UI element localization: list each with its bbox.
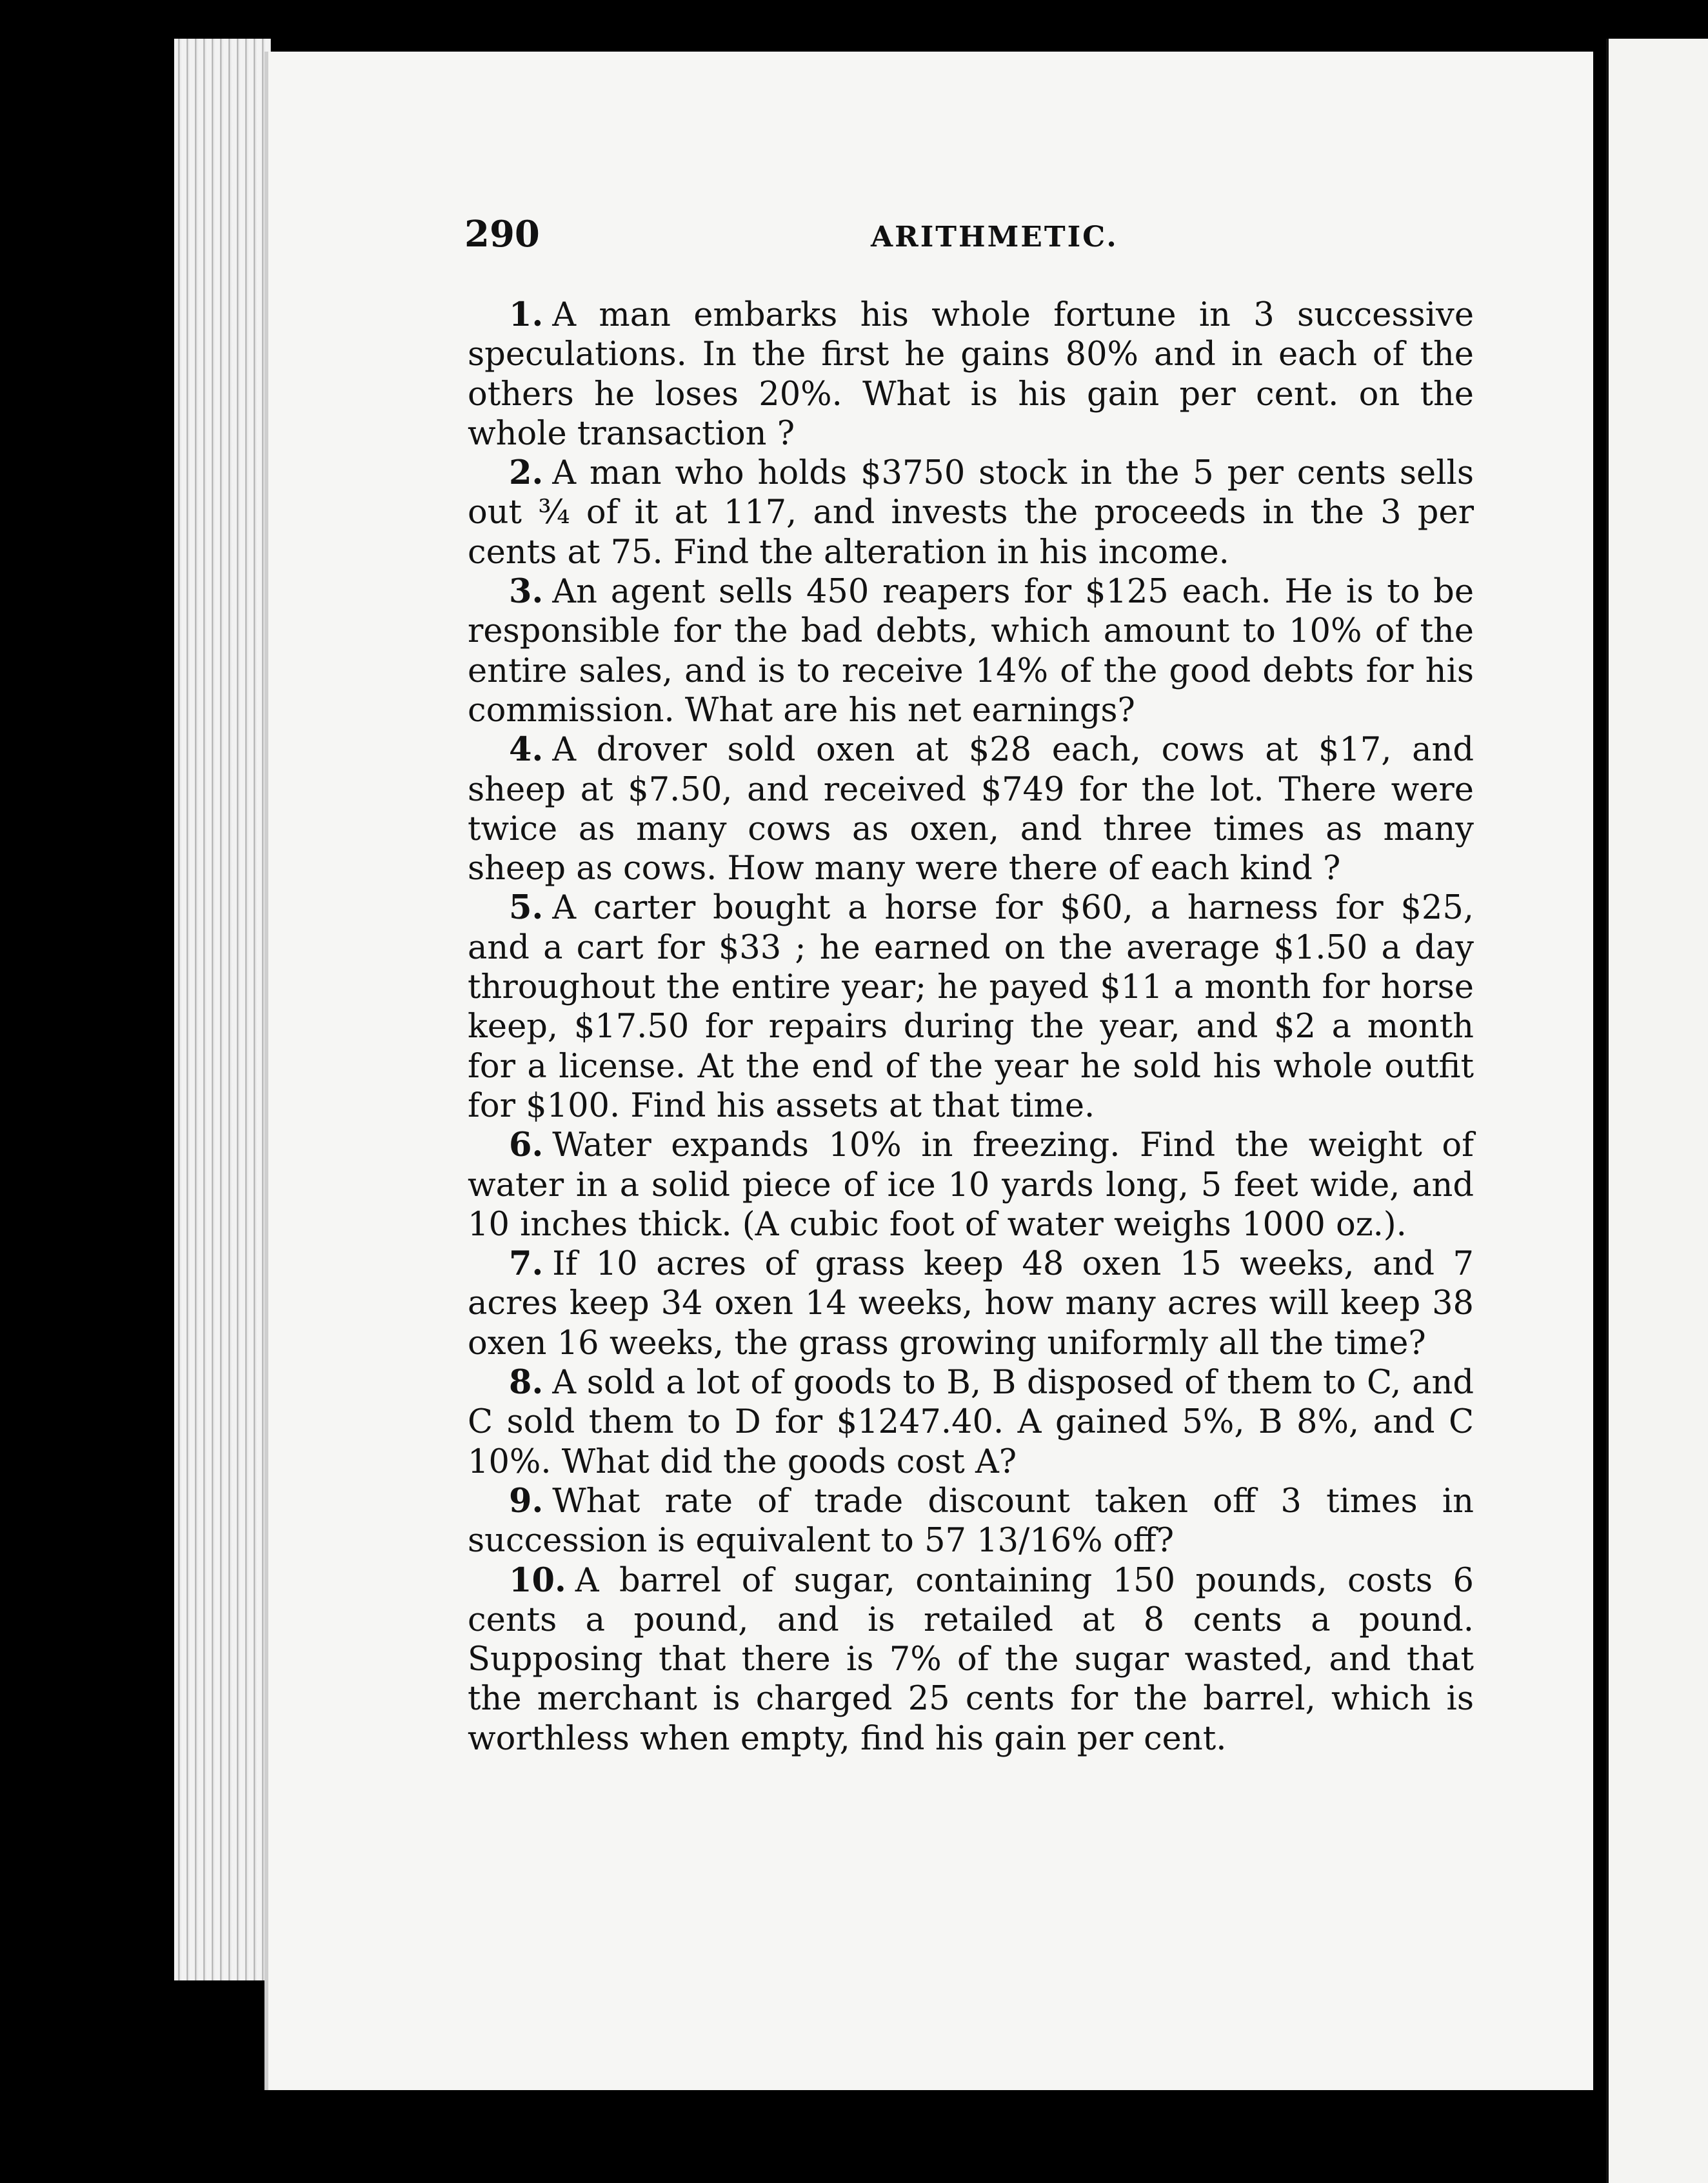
page-header	[464, 213, 1477, 258]
problem-number: 9.	[509, 1481, 544, 1520]
problem-text: If 10 acres of grass keep 48 oxen 15 weeks, and 7 acres keep 34 oxen 14 weeks, how many acres will keep 38 oxen 16 weeks, the grass growing uniformly all the time?	[468, 1245, 1474, 1362]
problem-text: Water expands 10% in freezing. Find the weight of water in a solid piece of ice 10 yards long, 5 feet wide, and 10 inches thick. (A cubic foot of water weighs 1000 oz.).	[468, 1126, 1474, 1244]
problem-number: 6.	[509, 1126, 544, 1165]
problem-item	[468, 888, 1474, 1126]
problem-text: What rate of trade discount taken off 3 times in succession is equivalent to 57 13/16% off?	[468, 1482, 1474, 1560]
book-page-edges	[174, 39, 271, 1980]
problem-item	[468, 1363, 1474, 1482]
page-number: 290	[464, 213, 540, 255]
problem-item	[468, 1244, 1474, 1363]
problem-text: A barrel of sugar, containing 150 pounds, costs 6 cents a pound, and is retailed at 8 cents a pound. Supposing that there is 7% of the sugar wasted, and that the merchant is charged 25 cents for the barrel, which is worthless when empty, find his gain per cent.	[468, 1561, 1474, 1758]
problem-number: 5.	[509, 888, 544, 928]
problem-number: 1.	[509, 295, 544, 334]
problem-item	[468, 1126, 1474, 1244]
problem-number: 8.	[509, 1363, 544, 1402]
problem-number: 3.	[509, 572, 544, 612]
problem-text: A drover sold oxen at $28 each, cows at $17, and sheep at $7.50, and received $749 for the lot. There were twice as many cows as oxen, and three times as many sheep as cows. How many were there of each kind ?	[468, 731, 1474, 888]
problem-number: 7.	[509, 1244, 544, 1284]
problem-number: 4.	[509, 730, 544, 770]
problem-text: A man who holds $3750 stock in the 5 per cents sells out ¾ of it at 117, and invests the proceeds in the 3 per cents at 75. Find the alteration in his income.	[468, 454, 1474, 572]
problem-number: 10.	[509, 1560, 566, 1600]
problem-text: A carter bought a horse for $60, a harness for $25, and a cart for $33 ; he earned on the average $1.50 a day throughout the entire year; he payed $11 a month for horse keep, $17.50 for repairs during the year, and $2 a month for a license. At the end of the year he sold his whole outfit for $100. Find his assets at that time.	[468, 889, 1474, 1125]
problem-text: An agent sells 450 reapers for $125 each. He is to be responsible for the bad debts, which amount to 10% of the entire sales, and is to receive 14% of the good debts for his commission. What are his net earnings?	[468, 573, 1474, 730]
problem-text: A sold a lot of goods to B, B disposed of them to C, and C sold them to D for $1247.40. A gained 5%, B 8%, and C 10%. What did the goods cost A?	[468, 1364, 1474, 1481]
running-title: ARITHMETIC.	[871, 221, 1118, 254]
problem-number: 2.	[509, 454, 544, 493]
problem-item	[468, 1482, 1474, 1561]
problem-item	[468, 295, 1474, 454]
problem-item	[468, 730, 1474, 888]
problem-item	[468, 454, 1474, 572]
problem-item	[468, 1561, 1474, 1759]
problem-item	[468, 572, 1474, 730]
problem-text: A man embarks his whole fortune in 3 successive speculations. In the first he gains 80% and in each of the others he loses 20%. What is his gain per cent. on the whole transaction ?	[468, 296, 1474, 453]
facing-page-edge	[1606, 39, 1708, 2183]
problem-list	[468, 295, 1474, 1759]
